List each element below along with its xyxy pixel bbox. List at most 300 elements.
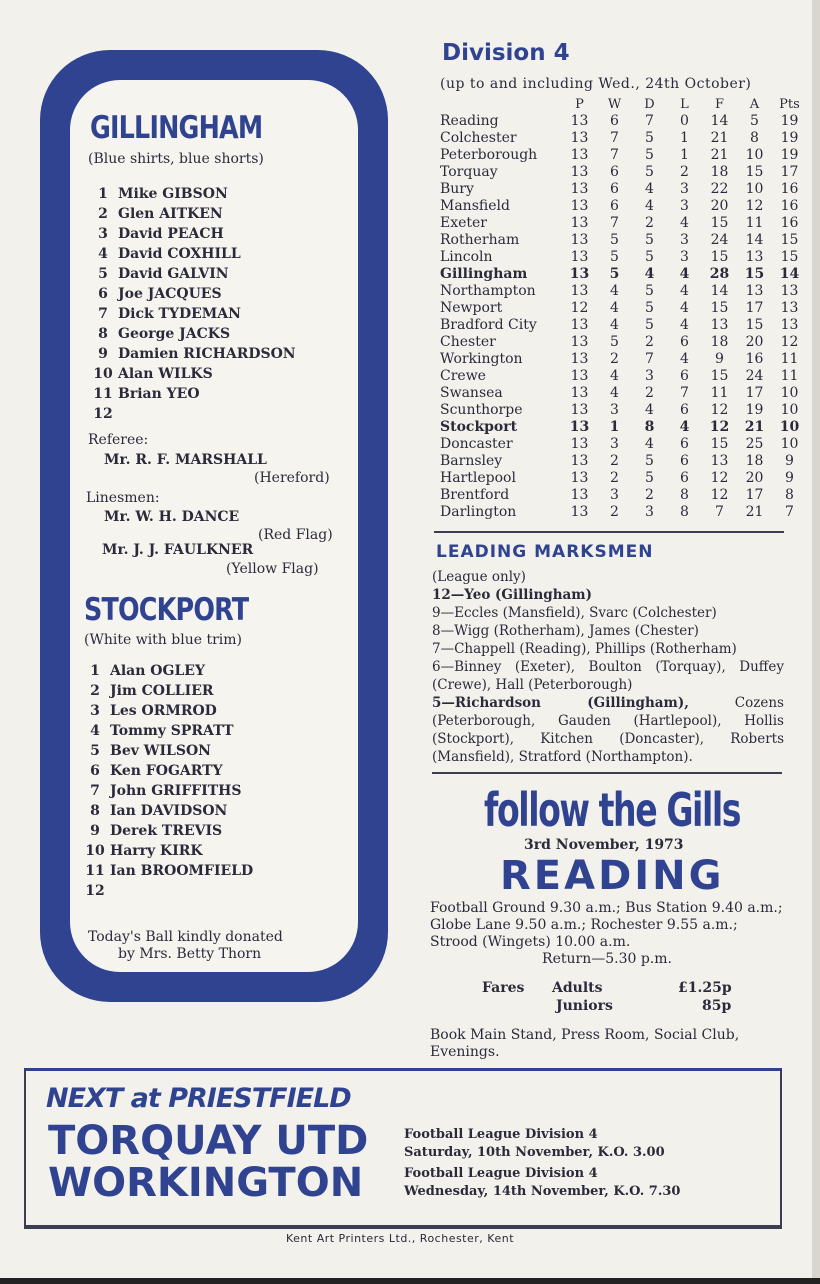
printer-credit: Kent Art Printers Ltd., Rochester, Kent xyxy=(285,1232,515,1245)
stat-cell: 8 xyxy=(680,487,689,503)
stat-cell: 13 xyxy=(570,113,589,129)
stat-cell: 6 xyxy=(680,334,689,350)
player-number: 3 xyxy=(98,226,108,242)
player-number: 5 xyxy=(98,266,108,282)
player-name: Ian DAVIDSON xyxy=(110,803,228,819)
team-cell: Brentford xyxy=(440,487,510,503)
stat-cell: 5 xyxy=(645,249,654,265)
stat-cell: 9 xyxy=(715,351,724,367)
player-row xyxy=(80,781,253,801)
stat-cell: 4 xyxy=(680,317,689,333)
player-name: Alan OGLEY xyxy=(110,663,205,679)
stat-cell: 2 xyxy=(645,215,654,231)
marksmen-6: 6—Binney (Exeter), Boulton (Torquay), Duffey (Crewe), Hall (Peterborough) xyxy=(432,659,784,693)
player-number: 3 xyxy=(90,703,100,719)
stat-cell: 13 xyxy=(780,283,799,299)
player-number: 11 xyxy=(93,386,113,402)
stat-cell: 7 xyxy=(785,504,794,520)
player-row xyxy=(80,801,253,821)
column-header: Pts xyxy=(779,97,800,112)
fares-adults-price: £1.25p xyxy=(678,980,732,996)
stat-cell: 5 xyxy=(610,334,619,350)
page-edge xyxy=(812,0,820,1284)
linesman-2-flag: (Yellow Flag) xyxy=(226,561,319,577)
stat-cell: 13 xyxy=(570,385,589,401)
stat-cell: 2 xyxy=(610,453,619,469)
team-cell: Chester xyxy=(440,334,496,350)
stat-cell: 12 xyxy=(745,198,764,214)
stat-cell: 6 xyxy=(680,402,689,418)
team-cell: Stockport xyxy=(440,419,518,435)
stat-cell: 3 xyxy=(680,249,689,265)
table-row xyxy=(438,402,807,419)
stat-cell: 4 xyxy=(610,368,619,384)
trip-destination: READING xyxy=(500,853,725,899)
home-team-colours: (Blue shirts, blue shorts) xyxy=(88,151,264,167)
stat-cell: 14 xyxy=(710,113,729,129)
stat-cell: 4 xyxy=(645,436,654,452)
stat-cell: 1 xyxy=(609,419,620,435)
stat-cell: 5 xyxy=(609,266,620,282)
stat-cell: 15 xyxy=(780,232,799,248)
stat-cell: 3 xyxy=(680,232,689,248)
next-title: NEXT at PRIESTFIELD xyxy=(46,1083,351,1114)
stat-cell: 10 xyxy=(779,419,800,435)
team-cell: Scunthorpe xyxy=(440,402,523,418)
stat-cell: 13 xyxy=(570,487,589,503)
fares-adults-label: Adults xyxy=(552,980,603,996)
player-name: Derek TREVIS xyxy=(110,823,223,839)
team-cell: Barnsley xyxy=(440,453,503,469)
table-row xyxy=(438,181,807,198)
stat-cell: 7 xyxy=(645,113,654,129)
stat-cell: 13 xyxy=(745,249,764,265)
stat-cell: 2 xyxy=(610,504,619,520)
player-name: Jim COLLIER xyxy=(110,683,214,699)
player-name: David PEACH xyxy=(118,226,224,242)
stat-cell: 13 xyxy=(569,266,590,282)
stat-cell: 3 xyxy=(610,487,619,503)
stat-cell: 5 xyxy=(645,470,654,486)
marksmen-8: 8—Wigg (Rotherham), James (Chester) xyxy=(432,623,699,639)
stat-cell: 14 xyxy=(745,232,764,248)
table-row xyxy=(438,113,807,130)
column-header: W xyxy=(607,97,622,112)
table-row xyxy=(438,215,807,232)
player-number: 7 xyxy=(90,783,100,799)
team-cell: Mansfield xyxy=(440,198,510,214)
table-row xyxy=(438,266,807,283)
player-row xyxy=(80,701,253,721)
fares-juniors-price: 85p xyxy=(702,998,732,1014)
table-row xyxy=(438,487,807,504)
column-header: A xyxy=(749,97,760,112)
player-number: 12 xyxy=(93,406,113,422)
stat-cell: 1 xyxy=(680,147,689,163)
player-row xyxy=(80,881,253,901)
linesmen-label: Linesmen: xyxy=(86,490,160,506)
stat-cell: 19 xyxy=(780,113,799,129)
team-cell: Exeter xyxy=(440,215,488,231)
team-cell: Swansea xyxy=(440,385,503,401)
player-row xyxy=(80,661,253,681)
player-name: David GALVIN xyxy=(118,266,229,282)
stat-cell: 6 xyxy=(610,164,619,180)
table-row xyxy=(438,504,807,521)
stat-cell: 20 xyxy=(745,334,764,350)
table-row xyxy=(438,351,807,368)
team-cell: Torquay xyxy=(440,164,498,180)
player-name: George JACKS xyxy=(118,326,231,342)
player-number: 7 xyxy=(98,306,108,322)
table-row xyxy=(438,130,807,147)
marksmen-list xyxy=(432,568,784,766)
stat-cell: 3 xyxy=(680,181,689,197)
table-row xyxy=(438,164,807,181)
divider xyxy=(434,531,784,533)
stat-cell: 4 xyxy=(679,266,690,282)
stat-cell: 4 xyxy=(644,266,655,282)
player-number: 12 xyxy=(85,883,105,899)
column-header: F xyxy=(714,97,725,112)
stat-cell: 13 xyxy=(570,368,589,384)
player-row xyxy=(88,304,296,324)
stat-cell: 4 xyxy=(679,419,690,435)
team-cell: Doncaster xyxy=(440,436,513,452)
player-name: Les ORMROD xyxy=(110,703,217,719)
stat-cell: 11 xyxy=(780,351,799,367)
stat-cell: 13 xyxy=(710,453,729,469)
player-row xyxy=(80,741,253,761)
stat-cell: 17 xyxy=(780,164,799,180)
stat-cell: 15 xyxy=(744,266,765,282)
divider xyxy=(432,772,782,774)
stat-cell: 15 xyxy=(710,436,729,452)
stat-cell: 8 xyxy=(644,419,655,435)
stat-cell: 12 xyxy=(780,334,799,350)
table-row xyxy=(438,249,807,266)
stat-cell: 13 xyxy=(570,181,589,197)
stat-cell: 3 xyxy=(645,368,654,384)
stat-cell: 15 xyxy=(745,164,764,180)
division-title: Division 4 xyxy=(442,40,570,66)
team-cell: Gillingham xyxy=(440,266,528,282)
stat-cell: 12 xyxy=(710,402,729,418)
away-team-colours: (White with blue trim) xyxy=(84,632,242,648)
player-row xyxy=(80,721,253,741)
league-table-header xyxy=(438,96,807,113)
stat-cell: 4 xyxy=(645,181,654,197)
stat-cell: 18 xyxy=(710,334,729,350)
stat-cell: 13 xyxy=(570,283,589,299)
stat-cell: 6 xyxy=(680,368,689,384)
table-row xyxy=(438,283,807,300)
marksmen-5: 5—Richardson (Gillingham), Cozens (Peterborough, Gauden (Hartlepool), Hollis (Stockport), Kitchen (Doncaster), Roberts (Mansfield), Stratford (Northampton). xyxy=(432,695,784,765)
player-name: Ian BROOMFIELD xyxy=(110,863,254,879)
stat-cell: 12 xyxy=(570,300,589,316)
stat-cell: 5 xyxy=(645,164,654,180)
column-header: P xyxy=(575,97,584,112)
stat-cell: 5 xyxy=(610,249,619,265)
stat-cell: 16 xyxy=(780,215,799,231)
team-cell: Lincoln xyxy=(440,249,493,265)
player-number: 6 xyxy=(98,286,108,302)
column-header: D xyxy=(644,97,655,112)
league-table xyxy=(438,96,807,521)
stat-cell: 7 xyxy=(610,130,619,146)
stat-cell: 16 xyxy=(745,351,764,367)
stat-cell: 16 xyxy=(780,198,799,214)
stat-cell: 24 xyxy=(710,232,729,248)
stat-cell: 18 xyxy=(745,453,764,469)
ball-donation-line1: Today's Ball kindly donated xyxy=(88,929,283,945)
stat-cell: 11 xyxy=(745,215,764,231)
referee-label: Referee: xyxy=(88,432,149,448)
team-cell: Bradford City xyxy=(440,317,537,333)
stat-cell: 8 xyxy=(680,504,689,520)
player-name: Alan WILKS xyxy=(118,366,213,382)
table-row xyxy=(438,147,807,164)
table-row xyxy=(438,334,807,351)
player-row xyxy=(80,681,253,701)
stat-cell: 13 xyxy=(570,436,589,452)
stat-cell: 5 xyxy=(645,147,654,163)
table-row xyxy=(438,368,807,385)
stat-cell: 3 xyxy=(610,402,619,418)
player-row xyxy=(88,284,296,304)
player-number: 4 xyxy=(90,723,100,739)
stat-cell: 21 xyxy=(710,147,729,163)
player-number: 10 xyxy=(93,366,113,382)
stat-cell: 13 xyxy=(570,164,589,180)
stat-cell: 15 xyxy=(710,215,729,231)
stat-cell: 19 xyxy=(780,147,799,163)
stat-cell: 5 xyxy=(645,317,654,333)
marksmen-title: LEADING MARKSMEN xyxy=(436,542,654,562)
table-row xyxy=(438,385,807,402)
table-row xyxy=(438,317,807,334)
stat-cell: 21 xyxy=(710,130,729,146)
stat-cell: 9 xyxy=(785,470,794,486)
marksmen-7: 7—Chappell (Reading), Phillips (Rotherham) xyxy=(432,641,737,657)
player-name: Dick TYDEMAN xyxy=(118,306,241,322)
player-row xyxy=(88,204,296,224)
stat-cell: 4 xyxy=(645,198,654,214)
stat-cell: 6 xyxy=(680,436,689,452)
team-cell: Peterborough xyxy=(440,147,538,163)
stat-cell: 10 xyxy=(780,402,799,418)
player-row xyxy=(88,384,296,404)
stat-cell: 11 xyxy=(710,385,729,401)
next-team-2: WORKINGTON xyxy=(48,1160,364,1206)
player-name: Brian YEO xyxy=(118,386,200,402)
player-number: 6 xyxy=(90,763,100,779)
stat-cell: 7 xyxy=(610,147,619,163)
player-row xyxy=(88,364,296,384)
stat-cell: 4 xyxy=(680,283,689,299)
team-cell: Crewe xyxy=(440,368,486,384)
player-name: Glen AITKEN xyxy=(118,206,223,222)
trip-details xyxy=(430,900,784,968)
stat-cell: 13 xyxy=(569,419,590,435)
stat-cell: 12 xyxy=(710,470,729,486)
team-cell: Bury xyxy=(440,181,474,197)
ball-donation-line2: by Mrs. Betty Thorn xyxy=(118,946,262,962)
player-number: 2 xyxy=(90,683,100,699)
linesman-1-name: Mr. W. H. DANCE xyxy=(104,509,240,525)
player-row xyxy=(88,344,296,364)
referee-name: Mr. R. F. MARSHALL xyxy=(104,452,267,468)
player-row xyxy=(80,841,253,861)
column-header: L xyxy=(680,97,689,112)
stat-cell: 6 xyxy=(610,198,619,214)
table-row xyxy=(438,470,807,487)
stat-cell: 5 xyxy=(645,232,654,248)
stat-cell: 7 xyxy=(715,504,724,520)
stat-cell: 11 xyxy=(780,368,799,384)
stat-cell: 13 xyxy=(710,317,729,333)
stat-cell: 6 xyxy=(610,181,619,197)
team-cell: Darlington xyxy=(440,504,517,520)
stat-cell: 4 xyxy=(610,385,619,401)
stat-cell: 13 xyxy=(570,130,589,146)
stat-cell: 6 xyxy=(680,453,689,469)
stat-cell: 13 xyxy=(570,351,589,367)
stat-cell: 12 xyxy=(710,487,729,503)
away-team-name: STOCKPORT xyxy=(84,592,249,628)
player-number: 9 xyxy=(90,823,100,839)
marksmen-12: 12—Yeo (Gillingham) xyxy=(432,587,592,603)
stat-cell: 13 xyxy=(570,317,589,333)
table-row xyxy=(438,419,807,436)
player-row xyxy=(88,184,296,204)
stat-cell: 13 xyxy=(570,402,589,418)
stat-cell: 13 xyxy=(570,504,589,520)
marksmen-subtitle: (League only) xyxy=(432,569,526,585)
stat-cell: 7 xyxy=(610,215,619,231)
table-row xyxy=(438,453,807,470)
stat-cell: 10 xyxy=(745,181,764,197)
stat-cell: 13 xyxy=(570,249,589,265)
stat-cell: 2 xyxy=(680,164,689,180)
stat-cell: 4 xyxy=(610,283,619,299)
stat-cell: 22 xyxy=(710,181,729,197)
stat-cell: 15 xyxy=(745,317,764,333)
stat-cell: 4 xyxy=(610,317,619,333)
fixture-2-date: Wednesday, 14th November, K.O. 7.30 xyxy=(404,1184,681,1199)
player-name: Damien RICHARDSON xyxy=(118,346,296,362)
stat-cell: 10 xyxy=(745,147,764,163)
player-name: Harry KIRK xyxy=(110,843,203,859)
home-team-name: GILLINGHAM xyxy=(90,110,263,146)
away-player-list xyxy=(80,661,253,901)
player-row xyxy=(88,404,296,424)
stat-cell: 4 xyxy=(645,402,654,418)
stat-cell: 5 xyxy=(610,232,619,248)
player-row xyxy=(88,224,296,244)
stat-cell: 13 xyxy=(780,317,799,333)
stat-cell: 0 xyxy=(680,113,689,129)
stat-cell: 4 xyxy=(680,215,689,231)
player-row xyxy=(80,861,253,881)
team-cell: Workington xyxy=(440,351,523,367)
team-cell: Reading xyxy=(440,113,499,129)
stat-cell: 6 xyxy=(610,113,619,129)
stat-cell: 17 xyxy=(745,300,764,316)
stat-cell: 15 xyxy=(710,368,729,384)
stat-cell: 2 xyxy=(610,351,619,367)
stat-cell: 8 xyxy=(750,130,759,146)
player-row xyxy=(88,264,296,284)
page-bottom-edge xyxy=(0,1278,820,1284)
table-row xyxy=(438,300,807,317)
stat-cell: 15 xyxy=(710,249,729,265)
linesman-2-name: Mr. J. J. FAULKNER xyxy=(102,542,254,558)
player-number: 10 xyxy=(85,843,105,859)
stat-cell: 1 xyxy=(680,130,689,146)
stat-cell: 7 xyxy=(680,385,689,401)
table-row xyxy=(438,232,807,249)
fixture-2 xyxy=(404,1165,680,1201)
stat-cell: 21 xyxy=(744,419,765,435)
stat-cell: 20 xyxy=(745,470,764,486)
player-number: 2 xyxy=(98,206,108,222)
player-name: Ken FOGARTY xyxy=(110,763,223,779)
player-name: Mike GIBSON xyxy=(118,186,228,202)
fixture-1-date: Saturday, 10th November, K.O. 3.00 xyxy=(404,1145,665,1160)
stat-cell: 15 xyxy=(710,300,729,316)
follow-headline: follow the Gills xyxy=(484,783,741,837)
stat-cell: 4 xyxy=(680,351,689,367)
player-row xyxy=(80,821,253,841)
stat-cell: 2 xyxy=(645,487,654,503)
stat-cell: 19 xyxy=(745,402,764,418)
fares-label: Fares xyxy=(482,980,525,996)
fixture-1 xyxy=(404,1126,665,1162)
stat-cell: 13 xyxy=(570,334,589,350)
stat-cell: 3 xyxy=(610,436,619,452)
player-number: 1 xyxy=(98,186,108,202)
player-number: 1 xyxy=(90,663,100,679)
stat-cell: 5 xyxy=(750,113,759,129)
stat-cell: 2 xyxy=(645,334,654,350)
player-name: John GRIFFITHS xyxy=(110,783,242,799)
booking-info: Book Main Stand, Press Room, Social Club, Evenings. xyxy=(430,1027,740,1060)
stat-cell: 20 xyxy=(710,198,729,214)
stat-cell: 13 xyxy=(570,453,589,469)
stat-cell: 18 xyxy=(710,164,729,180)
stat-cell: 6 xyxy=(680,470,689,486)
player-number: 4 xyxy=(98,246,108,262)
stat-cell: 3 xyxy=(645,504,654,520)
trip-times: Football Ground 9.30 a.m.; Bus Station 9.40 a.m.; Globe Lane 9.50 a.m.; Rochester 9.55 a.m.; Strood (Wingets) 10.00 a.m. xyxy=(430,900,783,950)
player-name: David COXHILL xyxy=(118,246,241,262)
team-cell: Newport xyxy=(440,300,503,316)
team-cell: Northampton xyxy=(440,283,536,299)
next-team-1: TORQUAY UTD xyxy=(48,1118,369,1164)
stat-cell: 3 xyxy=(680,198,689,214)
trip-date: 3rd November, 1973 xyxy=(524,837,684,853)
division-subtitle: (up to and including Wed., 24th October) xyxy=(440,76,752,92)
stat-cell: 13 xyxy=(745,283,764,299)
stat-cell: 13 xyxy=(570,215,589,231)
stat-cell: 17 xyxy=(745,385,764,401)
stat-cell: 9 xyxy=(785,453,794,469)
player-number: 5 xyxy=(90,743,100,759)
player-number: 9 xyxy=(98,346,108,362)
stat-cell: 13 xyxy=(570,470,589,486)
stat-cell: 14 xyxy=(779,266,800,282)
